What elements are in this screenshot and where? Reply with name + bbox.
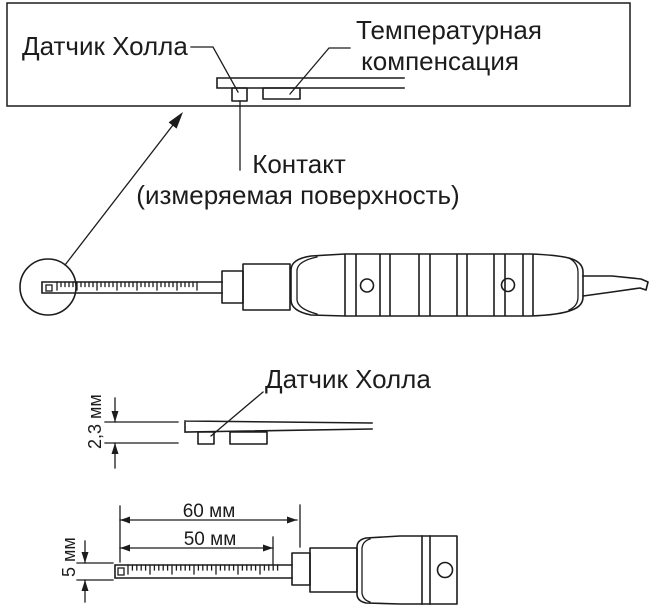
total-length-dimension-label: 60 мм xyxy=(182,501,236,522)
blade-width-dimension-label: 5 мм xyxy=(59,537,79,577)
blade-ruler-ticks-full xyxy=(57,282,197,290)
probe-handle-hole-rear xyxy=(502,279,515,292)
probe-full-view xyxy=(20,254,648,316)
ruled-length-dimension-label: 50 мм xyxy=(183,529,237,550)
hall-sensor-label-side: Датчик Холла xyxy=(265,364,431,394)
total-length-arrow-left-icon xyxy=(120,517,130,524)
hall-sensor-label-top: Датчик Холла xyxy=(22,31,188,61)
total-length-arrow-right-icon xyxy=(287,517,297,524)
probe-handle-rear-inner-line xyxy=(569,258,578,310)
dim-large-collar xyxy=(310,548,357,592)
blade-width-arrow-up-icon xyxy=(82,580,89,591)
side-hall-sensor-block xyxy=(198,432,214,444)
thickness-extension-lines xyxy=(105,422,178,443)
dim-small-collar xyxy=(292,553,310,585)
contact-label-line1: Контакт xyxy=(252,149,346,179)
hall-sensor-side-leader-line xyxy=(211,392,263,436)
thickness-arrow-up-icon xyxy=(112,443,119,454)
hall-sensor-leader-line xyxy=(191,47,238,92)
temp-compensation-label-line1: Температурная xyxy=(356,15,542,45)
side-blade-outline xyxy=(185,421,372,432)
probe-handle-hole-front xyxy=(361,279,374,292)
blade-width-arrow-down-icon xyxy=(82,552,89,563)
contact-label-line2: (измеряемая поверхность) xyxy=(136,180,460,210)
detail-blade-outline xyxy=(217,78,404,88)
dim-handle-hole xyxy=(438,563,453,578)
detail-hall-sensor-block xyxy=(232,88,247,101)
dim-tip-sensor-window xyxy=(118,568,124,575)
pointer-arrow-head-icon xyxy=(169,112,183,129)
side-temp-compensation-block xyxy=(230,432,267,444)
dim-handle-rib-groove xyxy=(422,536,430,604)
temp-compensation-leader-line xyxy=(290,48,350,94)
ruled-length-arrow-left-icon xyxy=(120,545,130,552)
thickness-arrow-down-icon xyxy=(112,411,119,422)
probe-side-view xyxy=(85,364,431,468)
thickness-dimension-label: 2,3 мм xyxy=(85,394,105,449)
blade-ruler-ticks-bottom xyxy=(128,565,278,574)
ruled-length-arrow-right-icon xyxy=(263,545,273,552)
probe-dimension-view xyxy=(59,501,457,604)
magnifier-circle xyxy=(20,259,76,315)
temp-compensation-label-line2: компенсация xyxy=(361,46,519,76)
probe-tip-sensor-window xyxy=(46,285,52,291)
blade-width-extension-lines xyxy=(77,563,113,580)
probe-small-collar xyxy=(222,271,243,303)
probe-large-collar xyxy=(243,264,290,310)
probe-handle-front-inner-line xyxy=(297,257,317,314)
probe-cable xyxy=(583,276,648,296)
dim-handle-outline xyxy=(357,536,457,604)
probe-handle-outline xyxy=(291,254,583,316)
detail-view xyxy=(7,3,630,210)
dim-handle-inner-line xyxy=(362,539,370,602)
